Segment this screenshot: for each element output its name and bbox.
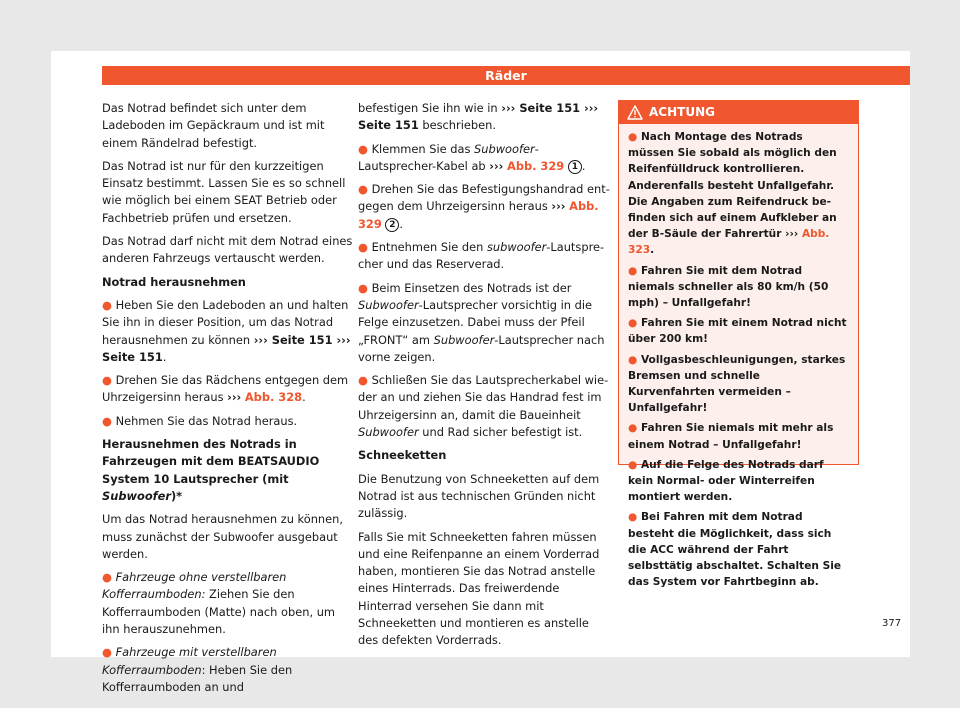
warning-item: ● Fahren Sie niemals mit mehr als einem Notrad – Unfallgefahr! xyxy=(628,422,834,451)
bullet-item: ● Fahrzeuge mit verstellbaren Kofferraumboden: Heben Sie den Kofferraumboden an und xyxy=(102,645,293,694)
bullet-icon: ● xyxy=(628,422,641,435)
bullet-icon: ● xyxy=(628,458,641,471)
warning-item: ● Auf die Felge des Notrads darf kein Normal- oder Winterreifen montiert werden. xyxy=(628,458,824,504)
bullet-icon: ● xyxy=(628,317,641,330)
figure-reference-link[interactable]: Abb. 329 xyxy=(358,199,599,231)
bullet-icon: ● xyxy=(358,240,372,255)
warning-item: ● Nach Montage des Notrads müssen Sie sobald als möglich den Reifenfülldruck kontrollieren. Anderenfalls besteht Unfallgefahr. Die Angaben zum Reifendruck befinden sich auf einem Aufkleber an der B-Säule der Fahrertür ››› Abb. 323. xyxy=(628,131,837,257)
bullet-icon: ● xyxy=(628,131,641,143)
bullet-icon: ● xyxy=(628,511,641,524)
warning-item: ● Fahren Sie mit dem Notrad niemals schneller als 80 km/h (50 mph) – Unfallgefahr! xyxy=(628,264,829,310)
paragraph: Um das Notrad herausnehmen zu können, muss zunächst der Subwoofer ausgebaut werden. xyxy=(102,512,343,561)
section-header: Räder xyxy=(102,66,910,85)
bullet-icon: ● xyxy=(102,373,116,388)
paragraph: Das Notrad befindet sich unter dem Ladeboden im Gepäckraum und ist mit einem Rändelrad befestigt. xyxy=(102,101,325,150)
bullet-item: ● Schließen Sie das Lautsprecherkabel wieder an und ziehen Sie das Handrad fest im Uhrzeigersinn an, damit die Baueinheit Subwoofer und Rad sicher befestigt ist. xyxy=(358,373,609,440)
page-reference-link[interactable]: ››› Seite 151 ››› Seite 151 xyxy=(358,101,599,133)
bullet-icon: ● xyxy=(628,264,641,277)
bullet-icon: ● xyxy=(102,297,116,312)
column-left xyxy=(102,100,355,702)
bullet-item: ● Drehen Sie das Befestigungshandrad entgegen dem Uhrzeigersinn heraus ››› Abb. 329 2 . xyxy=(358,182,610,231)
warning-triangle-icon xyxy=(627,105,643,120)
warning-item: ● Bei Fahren mit dem Notrad besteht die Möglichkeit, dass sich die ACC während der Fahrt selbsttätig abschaltet. Schalten Sie das System vor Fahrtbeginn ab. xyxy=(628,511,842,589)
bullet-item: ● Klemmen Sie das Subwoofer-Lautsprecher-Kabel ab ››› Abb. 329 1 . xyxy=(358,141,586,173)
warning-item: ● Fahren Sie mit einem Notrad nicht über 200 km! xyxy=(628,317,847,346)
bullet-icon: ● xyxy=(358,280,372,295)
figure-reference-link[interactable]: Abb. 328 xyxy=(244,390,303,405)
bullet-icon: ● xyxy=(358,141,372,156)
page xyxy=(51,51,910,694)
figure-reference-link[interactable]: Abb. 329 xyxy=(507,158,565,173)
column-middle xyxy=(358,100,610,656)
bullet-icon: ● xyxy=(358,182,372,197)
bullet-icon: ● xyxy=(102,570,116,585)
warning-header xyxy=(619,101,858,124)
heading-schneeketten: Schneeketten xyxy=(358,448,447,463)
bullet-icon: ● xyxy=(628,353,641,366)
paragraph: Das Notrad ist nur für den kurzzeitigen Einsatz bestimmt. Lassen Sie es so schnell wie möglich bei einem SEAT Betrieb oder Fachbetrieb prüfen und ersetzen. xyxy=(102,158,346,225)
paragraph: Die Benutzung von Schneeketten auf dem Notrad ist aus technischen Gründen nicht zulässig. xyxy=(358,471,600,521)
page-reference-link[interactable]: ››› Seite 151 ››› Seite 151 xyxy=(102,332,351,364)
bullet-item: ● Drehen Sie das Rädchens entgegen dem Uhrzeigersinn heraus ››› Abb. 328. xyxy=(102,373,349,405)
paragraph: befestigen Sie ihn wie in ››› Seite 151 ››› Seite 151 beschrieben. xyxy=(358,101,599,133)
warning-body xyxy=(619,124,858,590)
bullet-item: ● Beim Einsetzen des Notrads ist der Subwoofer-Lautsprecher vorsichtig in die Felge einzusetzen. Dabei muss der Pfeil „FRONT“ am Subwoofer-Lautsprecher nach vorne zeigen. xyxy=(358,280,605,364)
paragraph: Das Notrad darf nicht mit dem Notrad eines anderen Fahrzeugs vertauscht werden. xyxy=(102,234,353,266)
callout-number: 2 xyxy=(385,218,399,232)
bullet-item: ● Nehmen Sie das Notrad heraus. xyxy=(102,413,298,428)
bullet-icon: ● xyxy=(358,373,372,388)
heading-notrad-herausnehmen: Notrad herausnehmen xyxy=(102,274,246,289)
callout-number: 1 xyxy=(568,160,582,174)
heading-beatsaudio: Herausnehmen des Notrads in Fahrzeugen mit dem BEATSAUDIO System 10 Lautsprecher (mit Subwoofer)* xyxy=(102,437,320,503)
warning-title: ACHTUNG xyxy=(649,105,715,119)
bullet-item: ● Fahrzeuge ohne verstellbaren Kofferraumboden: Ziehen Sie den Kofferraumboden (Matte) nach oben, um ihn herauszunehmen. xyxy=(102,570,336,637)
bullet-item: ● Heben Sie den Ladeboden an und halten Sie ihn in dieser Position, um das Notrad herausnehmen zu können ››› Seite 151 ››› Seite 151. xyxy=(102,297,351,364)
page-number: 377 xyxy=(882,618,902,629)
paragraph: Falls Sie mit Schneeketten fahren müssen und eine Reifenpanne an einem Vorderrad haben, montieren Sie das Notrad anstelle eines Hinterrads. Das freiwerdende Hinterrad versehen Sie dann mit Schneeketten und montieren es anstelle des defekten Vorderrads. xyxy=(358,529,600,648)
bullet-item: ● Entnehmen Sie den subwoofer-Lautsprecher und das Reserverad. xyxy=(358,240,605,272)
warning-item: ● Vollgasbeschleunigungen, starkes Bremsen und schnelle Kurvenfahrten vermeiden – Unfallgefahr! xyxy=(628,353,846,415)
figure-reference-link[interactable]: Abb. 323 xyxy=(628,228,830,257)
bullet-icon: ● xyxy=(102,413,116,428)
bullet-icon: ● xyxy=(102,645,116,660)
warning-box xyxy=(618,100,859,589)
